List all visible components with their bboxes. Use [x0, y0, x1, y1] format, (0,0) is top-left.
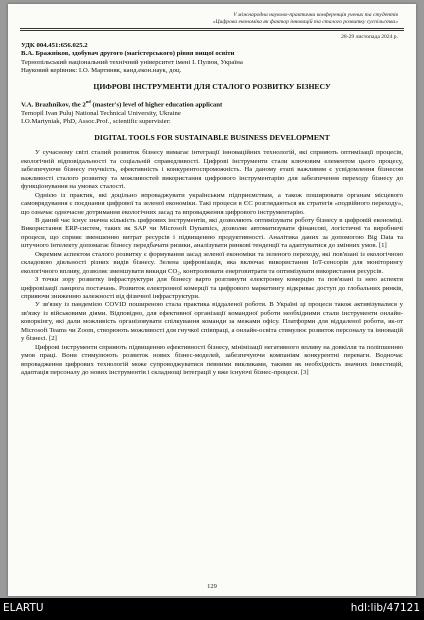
title-ua: ЦИФРОВІ ІНСТРУМЕНТИ ДЛЯ СТАЛОГО РОЗВИТКУ БІЗНЕСУ	[93, 81, 331, 91]
header-rule-top	[20, 28, 404, 29]
paragraph: У сучасному світі сталий розвиток бізнесу вимагає інтеграції інноваційних технологій, які сприяють оптимізації процесів, екологічній відповідальності та соціальній справедливості. Цифрові інструменти стали ключовим елементом цього процесу, забезпечуючи бізнесу гнучкість, ефективність і конкурентоспроможність. На даному етапі важливим є усвідомлення бізнесом важливості сталого розвитку та можливостей використання цифрового інструментарію для забезпечення переходу бізнесу до функціонування на умовах сталості.	[21, 149, 403, 191]
supervisor-ua: Науковий керівник: І.О. Мартиняк, канд.екон.наук, доц.	[21, 67, 182, 75]
author-en-sup: nd	[85, 99, 91, 105]
author-en-rest: (master's) level of higher education applicant	[90, 101, 223, 109]
affiliation-ua: Тернопільський національний технічний університет імені І. Пулюя, Україна	[21, 58, 243, 66]
authors-ua: В.А. Бражніков, здобувач другого (магістерського) рівня вищої освіти	[21, 50, 235, 58]
article-content	[21, 42, 403, 378]
paragraph: Окремим аспектом сталого розвитку є формування засад зеленої економіки та зеленого переходу, які пов'язані із екологічною складовою діяльності різних видів бізнесу. Зелена цифровізація, яка включає використання IoT-сенсорів для моніторингу екологічного впливу, дозволяє зменшувати викиди CO₂, контролювати енерговитрати та оптимізувати використання ресурсів.	[21, 250, 403, 275]
author-en	[21, 98, 403, 110]
supervisor-en: I.O.Martyniak, PhD, Assoc.Prof., scientific supervisier:	[21, 118, 171, 126]
page-number: 129	[207, 583, 217, 590]
paragraph: Однією із практик, які доцільно впроваджувати українським підприємствам, а також поширювати органам місцевого самоврядування є поєднання цифрової та зеленої економіки. Такі процеси в ЄС розглядаються як стратегія «подвійного переходу», що означає одночасне дотримання екологічних засад та впровадження цифрового інструментарію.	[21, 191, 403, 216]
author-en-name: V.A. Brazhnikov, the 2	[21, 101, 86, 109]
conference-subtitle: «Цифрова економіка як фактор інновацій та сталого розвитку суспільства»	[212, 19, 398, 25]
conference-date: 28-29 листопада 2024 р.	[341, 34, 398, 40]
header-rule-bottom	[20, 30, 404, 31]
paragraph: З точки зору розвитку інфраструктури для бізнесу варто розглянути електронну комерцію та пов'язані із нею аспекти цифровізації ланцюга постачань. Розвиток електронної комерції та цифрового маркетингу відкриває доступ до глобальних ринків, сприяючи зниженню залежності від фізичної інфраструктури.	[21, 276, 403, 301]
conference-header: V міжнародна науково-практична конференція учених та студентів	[233, 12, 398, 18]
udc-code: УДК 004.451:656.025.2	[21, 42, 88, 49]
document-page	[8, 4, 416, 596]
paragraph: Цифрові інструменти сприяють підвищенню ефективності бізнесу, мінімізації негативного впливу на довкілля та поліпшенню умов праці. Вони стимулюють розвиток нових бізнес-моделей, забезпечуючи компаніям конкурентні переваги. Водночас впровадження цифрових технологій може супроводжуватися певними викликами, такими як необхідність значних інвестицій, адаптація персоналу до нових інструментів і складнощі інтеграції у вже існуючі бізнес-процеси. [3]	[21, 343, 403, 377]
title-en: DIGITAL TOOLS FOR SUSTAINABLE BUSINESS DEVELOPMENT	[94, 132, 330, 142]
repository-name: ELARTU	[3, 602, 44, 614]
paragraph: В даний час існує значна кількість цифрових інструментів, які дозволяють оптимізувати роботу бізнесу в цифровій економіці. Використання ERP-систем, таких як SAP чи Microsoft Dynamics, дозволяє автоматизувати фінансові, логістичні та виробничі процеси, що сприяє зменшенню витрат ресурсів і підвищенню продуктивності. Аналітика даних за допомогою Big Data та штучного інтелекту допомагає бізнесу передбачати ризики, аналізувати ринкові тенденції та адаптуватися до змінних умов. [1]	[21, 216, 403, 250]
handle-link[interactable]: hdl:lib/47121	[350, 602, 420, 614]
paragraph: У зв'язку із пандемією COVID поширеною стала практика віддаленої роботи. В Україні ці процеси також активізувалися у зв'язку із військовими діями. Відповідно, для ефективної організації командної роботи необхідними стали інструменти онлайн-коворкінгу, які дали можливість організовувати спілкування команди за межами офісу. Платформи для віддаленої роботи, як-от Microsoft Teams чи Zoom, створюють можливості для гнучкої співпраці, а онлайн-освіта стимулює розвиток персоналу та інновацій у бізнесі. [2]	[21, 301, 403, 343]
repository-footer-bar	[0, 598, 424, 620]
affiliation-en: Ternopil Ivan Puluj National Technical University, Ukraine	[21, 109, 181, 117]
